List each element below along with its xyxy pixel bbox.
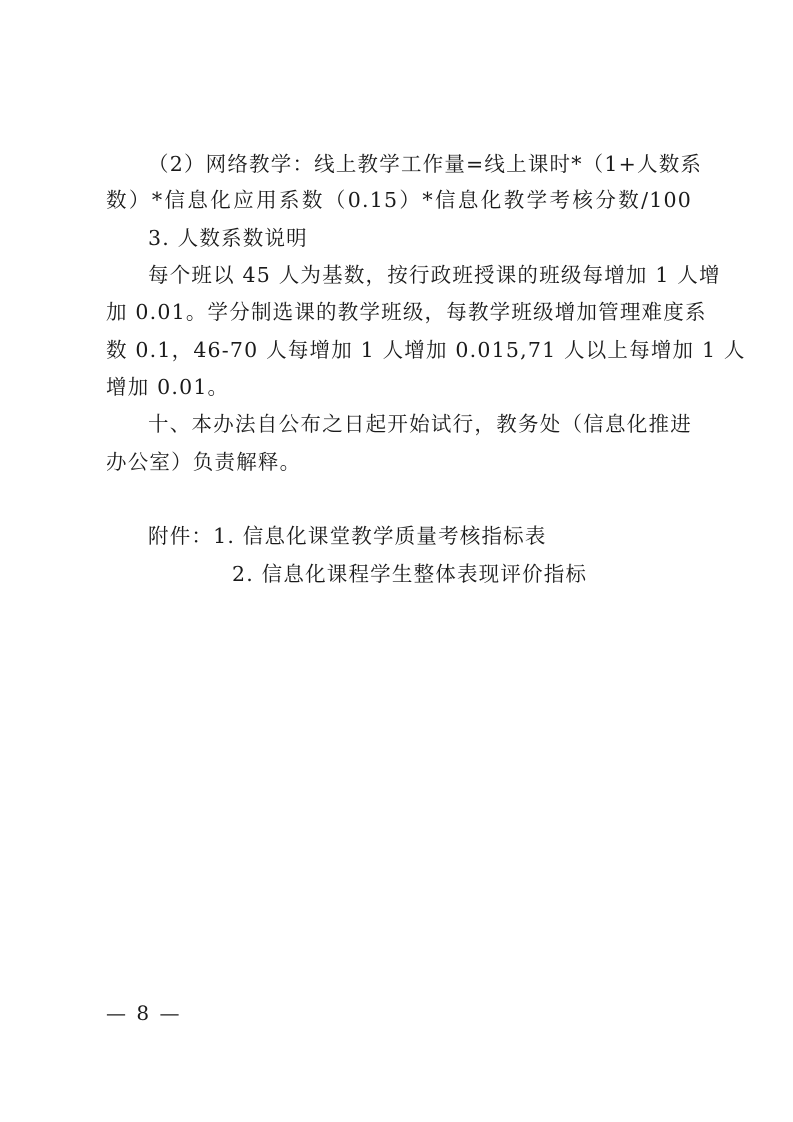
paragraph-network-teaching-line-2: 数）*信息化应用系数（0.15）*信息化教学考核分数/100 [106,188,692,212]
paragraph-network-teaching-line-1: （2）网络教学：线上教学工作量=线上课时*（1+人数系 [148,152,703,176]
paragraph-headcount-line-2: 加 0.01。学分制选课的教学班级，每教学班级增加管理难度系 [106,300,707,324]
paragraph-headcount-line-1: 每个班以 45 人为基数，按行政班授课的班级每增加 1 人增 [148,263,721,287]
page-number: — 8 — [106,1001,182,1025]
paragraph-article-ten-line-1: 十、本办法自公布之日起开始试行，教务处（信息化推进 [148,412,692,436]
paragraph-headcount-line-4: 增加 0.01。 [106,375,230,399]
section-heading-headcount-coefficient: 3. 人数系数说明 [148,226,308,250]
paragraph-article-ten-line-2: 办公室）负责解释。 [106,450,302,474]
attachment-item-2: 2. 信息化课程学生整体表现评价指标 [232,562,588,586]
attachment-item-1: 附件：1. 信息化课堂教学质量考核指标表 [148,524,547,548]
paragraph-headcount-line-3: 数 0.1，46-70 人每增加 1 人增加 0.015,71 人以上每增加 1 人 [106,338,746,362]
